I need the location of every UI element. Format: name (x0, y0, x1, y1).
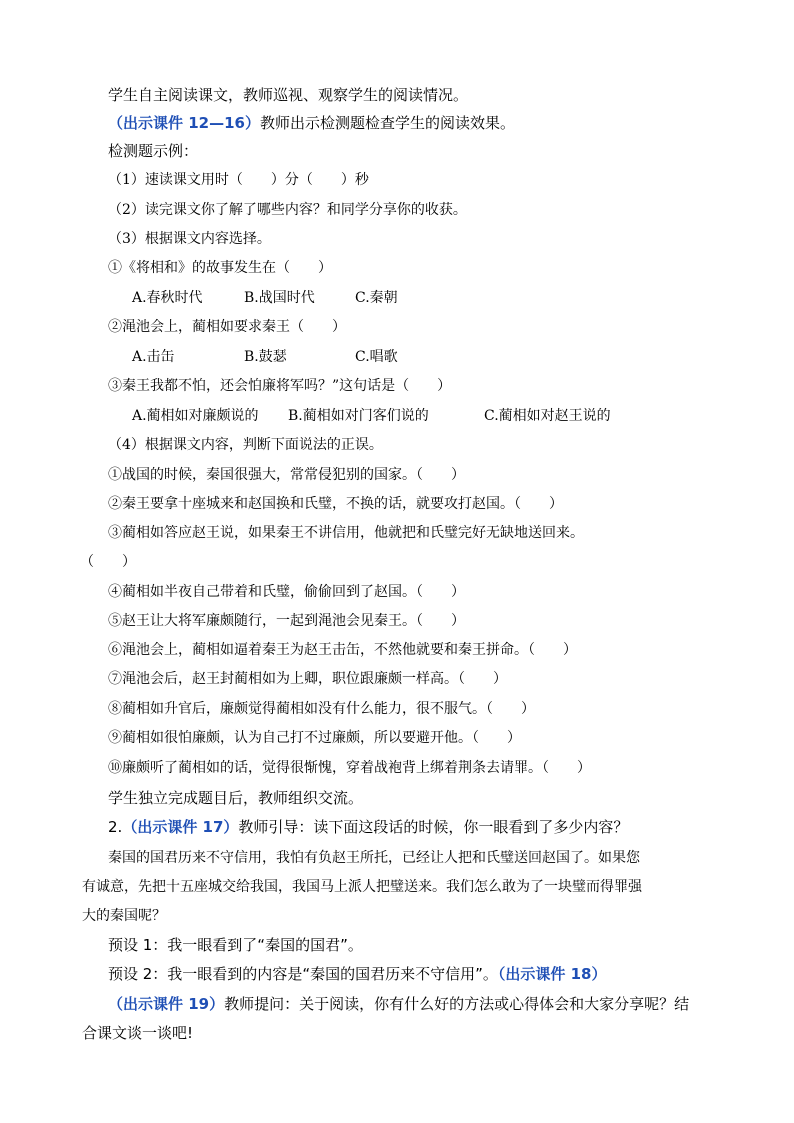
quiz-heading: 检测题示例： (108, 142, 199, 160)
question-1: （1）速读课文用时（ ）分（ ）秒 (108, 172, 369, 188)
quote-line: 有诚意，先把十五座城交给我国，我国马上派人把璧送来。我们怎么敢为了一块璧而得罪强 (82, 879, 642, 895)
judgment-item: ⑥渑池会上，蔺相如逼着秦王为赵王击缶，不然他就要和秦王拼命。（ ） (108, 642, 577, 658)
judgment-item: ⑧蔺相如升官后，廉颇觉得蔺相如没有什么能力，很不服气。（ ） (108, 701, 535, 717)
choice-item-stem: ②渑池会上，蔺相如要求秦王（ ） (108, 319, 346, 335)
courseware-tag: （出示课件 18） (497, 965, 607, 983)
choice-option: A.蔺相如对廉颇说的 (132, 408, 259, 424)
courseware-tag: （出示课件 19） (108, 995, 225, 1013)
question-paragraph (108, 994, 689, 1014)
judgment-item: ⑦渑池会后，赵王封蔺相如为上卿，职位跟廉颇一样高。（ ） (108, 671, 507, 687)
choice-option: C.蔺相如对赵王说的 (484, 408, 611, 424)
quote-line: 秦国的国君历来不守信用，我怕有负赵王所托，已经让人把和氏璧送回赵国了。如果您 (108, 850, 640, 866)
choice-option: A.春秋时代 (132, 290, 203, 306)
instruction-text: 教师出示检测题检查学生的阅读效果。 (259, 114, 515, 132)
judgment-item: ⑨蔺相如很怕廉颇，认为自己打不过廉颇，所以要避开他。（ ） (108, 730, 521, 746)
choice-item-stem: ①《将相和》的故事发生在（ ） (108, 260, 332, 276)
courseware-tag: （出示课件 17） (122, 818, 239, 836)
courseware-instruction (108, 113, 515, 133)
quote-line: 大的秦国呢？ (82, 908, 166, 924)
judgment-item: ④蔺相如半夜自己带着和氏璧，偷偷回到了赵国。（ ） (108, 584, 465, 600)
question-2: （2）读完课文你了解了哪些内容？和同学分享你的收获。 (108, 202, 467, 218)
preset-2-text: 预设 2：我一眼看到的内容是“秦国的国君历来不守信用”。 (108, 965, 498, 983)
judgment-item: ①战国的时候，秦国很强大，常常侵犯别的国家。（ ） (108, 467, 465, 483)
exchange-paragraph: 学生独立完成题目后，教师组织交流。 (108, 789, 364, 807)
judgment-answer-blank: （ ） (80, 554, 136, 570)
choice-item-stem: ③秦王我都不怕，还会怕廉将军吗？”这句话是（ ） (108, 378, 452, 394)
preset-1: 预设 1：我一眼看到了“秦国的国君”。 (108, 936, 363, 954)
question-4-title: （4）根据课文内容，判断下面说法的正误。 (108, 437, 383, 453)
judgment-item: ③蔺相如答应赵王说，如果秦王不讲信用，他就把和氏璧完好无缺地送回来。 (108, 525, 584, 541)
question-text: 教师提问：关于阅读，你有什么好的方法或心得体会和大家分享呢？结 (224, 995, 690, 1013)
courseware-tag: （出示课件 12—16） (108, 114, 260, 132)
guidance-paragraph (108, 817, 628, 837)
choice-option: C.唱歌 (355, 349, 398, 365)
guidance-text: 教师引导：读下面这段话的时候，你一眼看到了多少内容？ (238, 818, 629, 836)
choice-option: B.战国时代 (244, 290, 315, 306)
judgment-item: ⑩廉颇听了蔺相如的话，觉得很惭愧，穿着战袍背上绑着荆条去请罪。（ ） (108, 760, 591, 776)
item-number: 2. (108, 818, 123, 836)
preset-2 (108, 964, 606, 984)
choice-option: A.击缶 (132, 349, 175, 365)
intro-paragraph: 学生自主阅读课文，教师巡视、观察学生的阅读情况。 (108, 86, 469, 104)
choice-option: B.鼓瑟 (244, 349, 287, 365)
choice-option: B.蔺相如对门客们说的 (288, 408, 429, 424)
judgment-item: ⑤赵王让大将军廉颇随行，一起到渑池会见秦王。（ ） (108, 613, 465, 629)
question-paragraph-cont: 合课文谈一谈吧! (82, 1024, 194, 1042)
question-3-title: （3）根据课文内容选择。 (108, 231, 271, 247)
judgment-item: ②秦王要拿十座城来和赵国换和氏璧，不换的话，就要攻打赵国。（ ） (108, 496, 563, 512)
choice-option: C.秦朝 (355, 290, 398, 306)
